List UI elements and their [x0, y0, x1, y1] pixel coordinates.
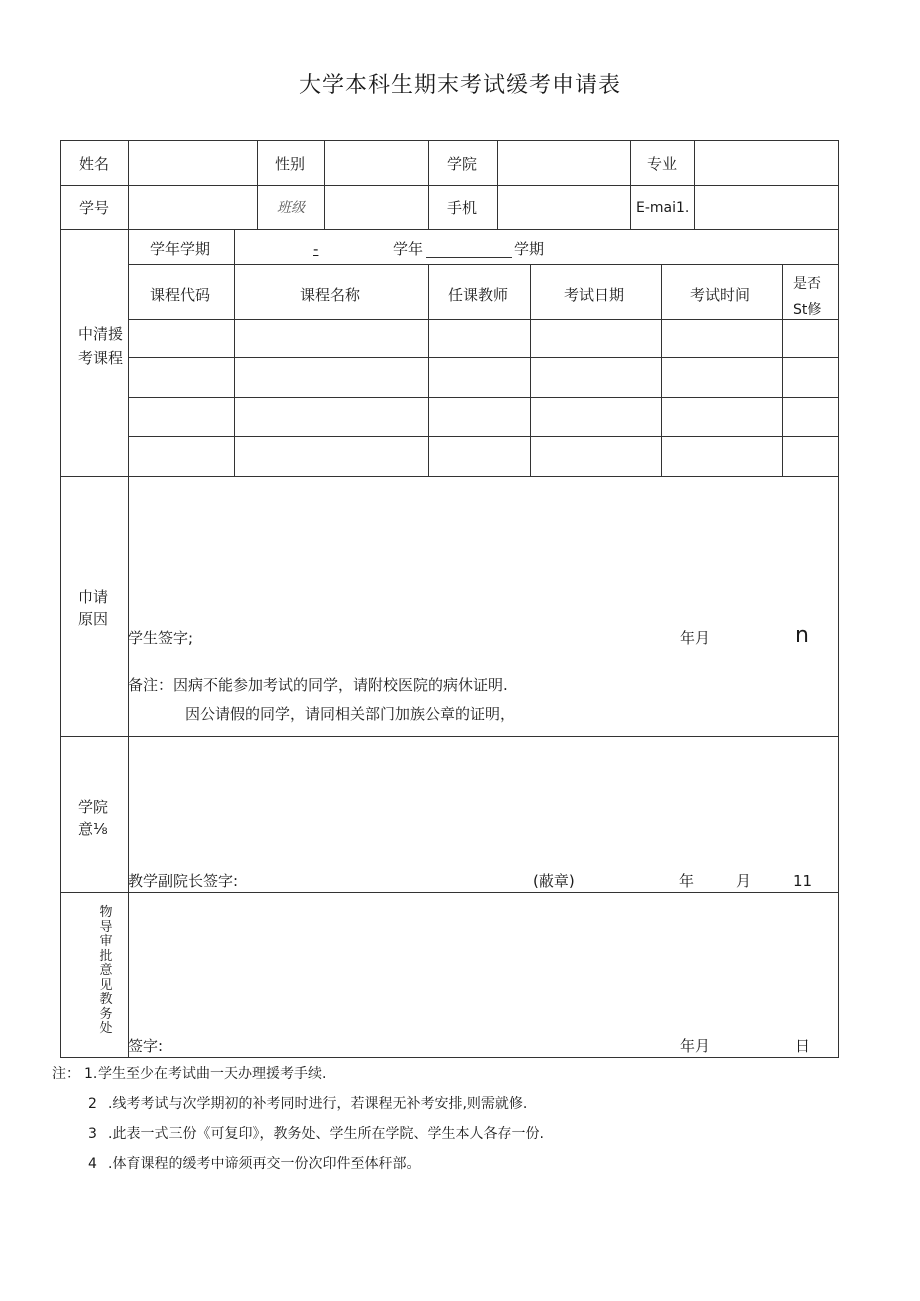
- phone-field[interactable]: [499, 187, 629, 228]
- office-approval-label: 物导审批意见教务处: [99, 905, 113, 1036]
- college-field[interactable]: [499, 142, 629, 184]
- gender-field[interactable]: [326, 142, 427, 184]
- reason-section-label: 巾请原因: [78, 588, 109, 628]
- reason-date-label: 年月: [680, 629, 711, 647]
- class-label: 班级: [277, 200, 305, 216]
- name-label: 姓名: [79, 155, 110, 173]
- college-label: 学院: [447, 155, 478, 173]
- col-header-exam-time: 考试时间: [690, 286, 751, 304]
- col-header-teacher: 任课教师: [448, 286, 509, 304]
- student-id-label: 学号: [79, 199, 110, 217]
- name-field[interactable]: [130, 142, 256, 184]
- page-title: 大学本科生期末考试缓考申请表: [298, 73, 621, 98]
- notes-prefix: 注：: [52, 1066, 80, 1082]
- college-opinion-label: 学院意⅛: [78, 798, 109, 838]
- col-header-course-name: 课程名称: [300, 286, 361, 304]
- seal-label: (蔽章): [533, 872, 575, 890]
- office-signature-label: 签字:: [128, 1037, 164, 1055]
- college-opinion-area[interactable]: [132, 740, 832, 860]
- phone-label: 手机: [447, 199, 478, 217]
- vice-dean-signature-label: 教学副院长签字:: [128, 872, 239, 890]
- term-year-blank[interactable]: [426, 243, 512, 258]
- term-label: 学年学期: [150, 240, 211, 258]
- student-signature-label: 学生签字;: [128, 629, 194, 647]
- college-month-label: 月: [736, 872, 752, 890]
- office-approval-area[interactable]: [132, 896, 832, 1024]
- table-row[interactable]: [130, 321, 837, 356]
- email-label: E-mai1.: [636, 200, 690, 216]
- term-semester-label: 学期: [514, 240, 545, 258]
- class-field[interactable]: [326, 187, 427, 228]
- note-line-1: 备注：因病不能参加考试的同学，请附校医院的病休证明.: [128, 676, 508, 694]
- col-header-course-code: 课程代码: [150, 286, 211, 304]
- major-field[interactable]: [696, 142, 837, 184]
- term-dash: -: [313, 240, 319, 258]
- office-date-label: 年月: [680, 1037, 711, 1055]
- note-2-text: .线考考试与次学期初的补考同时进行，若课程无补考安排,则需就修.: [108, 1096, 528, 1112]
- table-row[interactable]: [130, 399, 837, 435]
- term-year-label: 学年: [393, 240, 424, 258]
- note-3-num: 3: [88, 1126, 97, 1142]
- note-4-text: .体育课程的缓考中谛须再交一份次印件至体秆部。: [108, 1156, 421, 1172]
- courses-section-label: 中清援考课程: [78, 325, 124, 367]
- college-day-label: 11: [793, 872, 813, 890]
- note-3-text: .此表一式三份《可复印》，教务处、学生所在学院、学生本人各存一份.: [108, 1126, 544, 1142]
- email-field[interactable]: [696, 187, 837, 228]
- note-1-num: 1.: [84, 1066, 98, 1082]
- major-label: 专业: [647, 155, 678, 173]
- note-line-2: 因公请假的同学，请同相关部门加族公章的证明，: [185, 705, 516, 723]
- col-header-exam-date: 考试日期: [564, 286, 625, 304]
- college-year-label: 年: [679, 872, 695, 890]
- reason-input-area[interactable]: [132, 480, 832, 620]
- note-1-text: 学生至少在考试曲一天办理援考手续.: [98, 1066, 327, 1082]
- office-day-label: 日: [795, 1037, 811, 1055]
- col-header-retake: 是否St修: [793, 276, 822, 318]
- table-row[interactable]: [130, 438, 837, 475]
- note-4-num: 4: [88, 1156, 97, 1172]
- table-row[interactable]: [130, 359, 837, 396]
- student-id-field[interactable]: [130, 187, 256, 228]
- reason-day-char: n: [795, 623, 809, 648]
- gender-label: 性别: [275, 155, 306, 173]
- note-2-num: 2: [88, 1096, 97, 1112]
